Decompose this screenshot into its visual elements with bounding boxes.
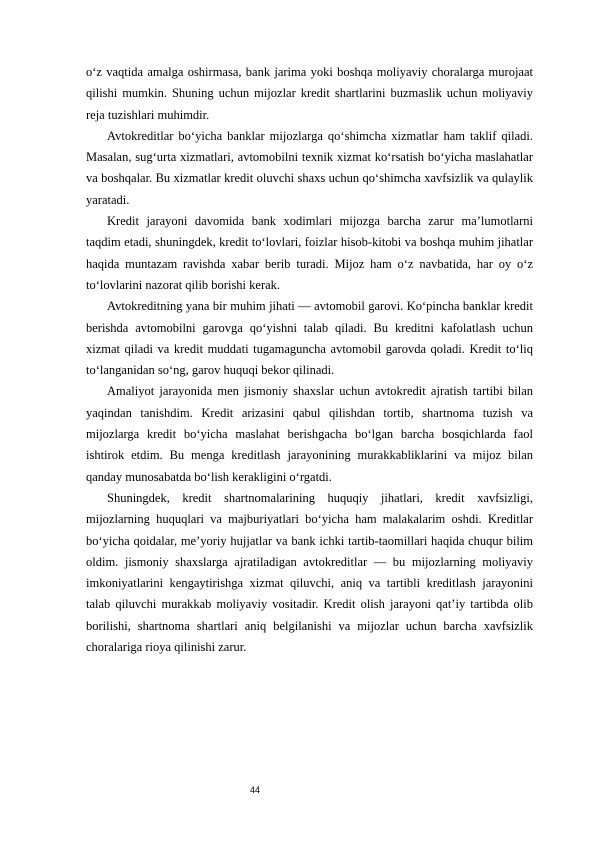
paragraph-additional-services: Avtokreditlar bo‘yicha banklar mijozlarga qo‘shimcha xizmatlar ham taklif qiladi. Masalan, sug‘urta xizmatlari, avtomobilni texnik xizmat ko‘rsatish bo‘yicha maslahatlar va boshqalar. Bu xizmatlar kredit oluvchi shaxs uchun qo‘shimcha xavfsizlik va qulaylik yaratadi. [86,128,533,207]
paragraph-collateral: Avtokreditning yana bir muhim jihati — avtomobil garovi. Ko‘pincha banklar kredit berishda avtomobilni garovga qo‘yishni talab qiladi. Bu kreditni kafolatlash uchun xizmat qiladi va kredit muddati tugamaguncha avtomobil garovda qoladi. Kredit to‘liq to‘langanidan so‘ng, garov huquqi bekor qilinadi. [86,299,533,378]
paragraph-continuation: o‘z vaqtida amalga oshirmasa, bank jarima yoki boshqa moliyaviy choralarga murojaat qilishi mumkin. Shuning uchun mijozlar kredit shartlarini buzmaslik uchun moliyaviy reja tuzishlari muhimdir. [86,65,533,122]
page-number: 44 [249,785,260,795]
document-body [86,62,533,658]
paragraph-conclusion: Shuningdek, kredit shartnomalarining huquqiy jihatlari, kredit xavfsizligi, mijozlarning huquqlari va majburiyatlari bo‘yicha ham malakalarim oshdi. Kreditlar bo‘yicha qoidalar, me’yoriy hujjatlar va bank ichki tartib-taomillari haqida chuqur bilim oldim. jismoniy shaxslarga ajratiladigan avtokreditlar — bu mijozlarning moliyaviy imkoniyatlarini kengaytirishga xizmat qiluvchi, aniq va tartibli kreditlash jarayonini talab qiluvchi murakkab moliyaviy vositadir. Kredit olish jarayoni qat’iy tartibda olib borilishi, shartnoma shartlari aniq belgilanishi va mijozlar uchun barcha xavfsizlik choralariga rioya qilinishi zarur. [86,490,533,655]
paragraph-internship-experience: Amaliyot jarayonida men jismoniy shaxslar uchun avtokredit ajratish tartibi bilan yaqindan tanishdim. Kredit arizasini qabul qilishdan tortib, shartnoma tuzish va mijozlarga kredit bo‘yicha maslahat berishgacha bo‘lgan barcha bosqichlarda faol ishtirok etdim. Bu menga kreditlash jarayonining murakkabliklarini va mijoz bilan qanday munosabatda bo‘lish kerakligini o‘rgatdi. [86,384,533,484]
paragraph-credit-process: Kredit jarayoni davomida bank xodimlari mijozga barcha zarur ma’lumotlarni taqdim etadi, shuningdek, kredit to‘lovlari, foizlar hisob-kitobi va boshqa muhim jihatlar haqida muntazam ravishda xabar berib turadi. Mijoz ham o‘z navbatida, har oy o‘z to‘lovlarini nazorat qilib borishi kerak. [86,214,533,292]
